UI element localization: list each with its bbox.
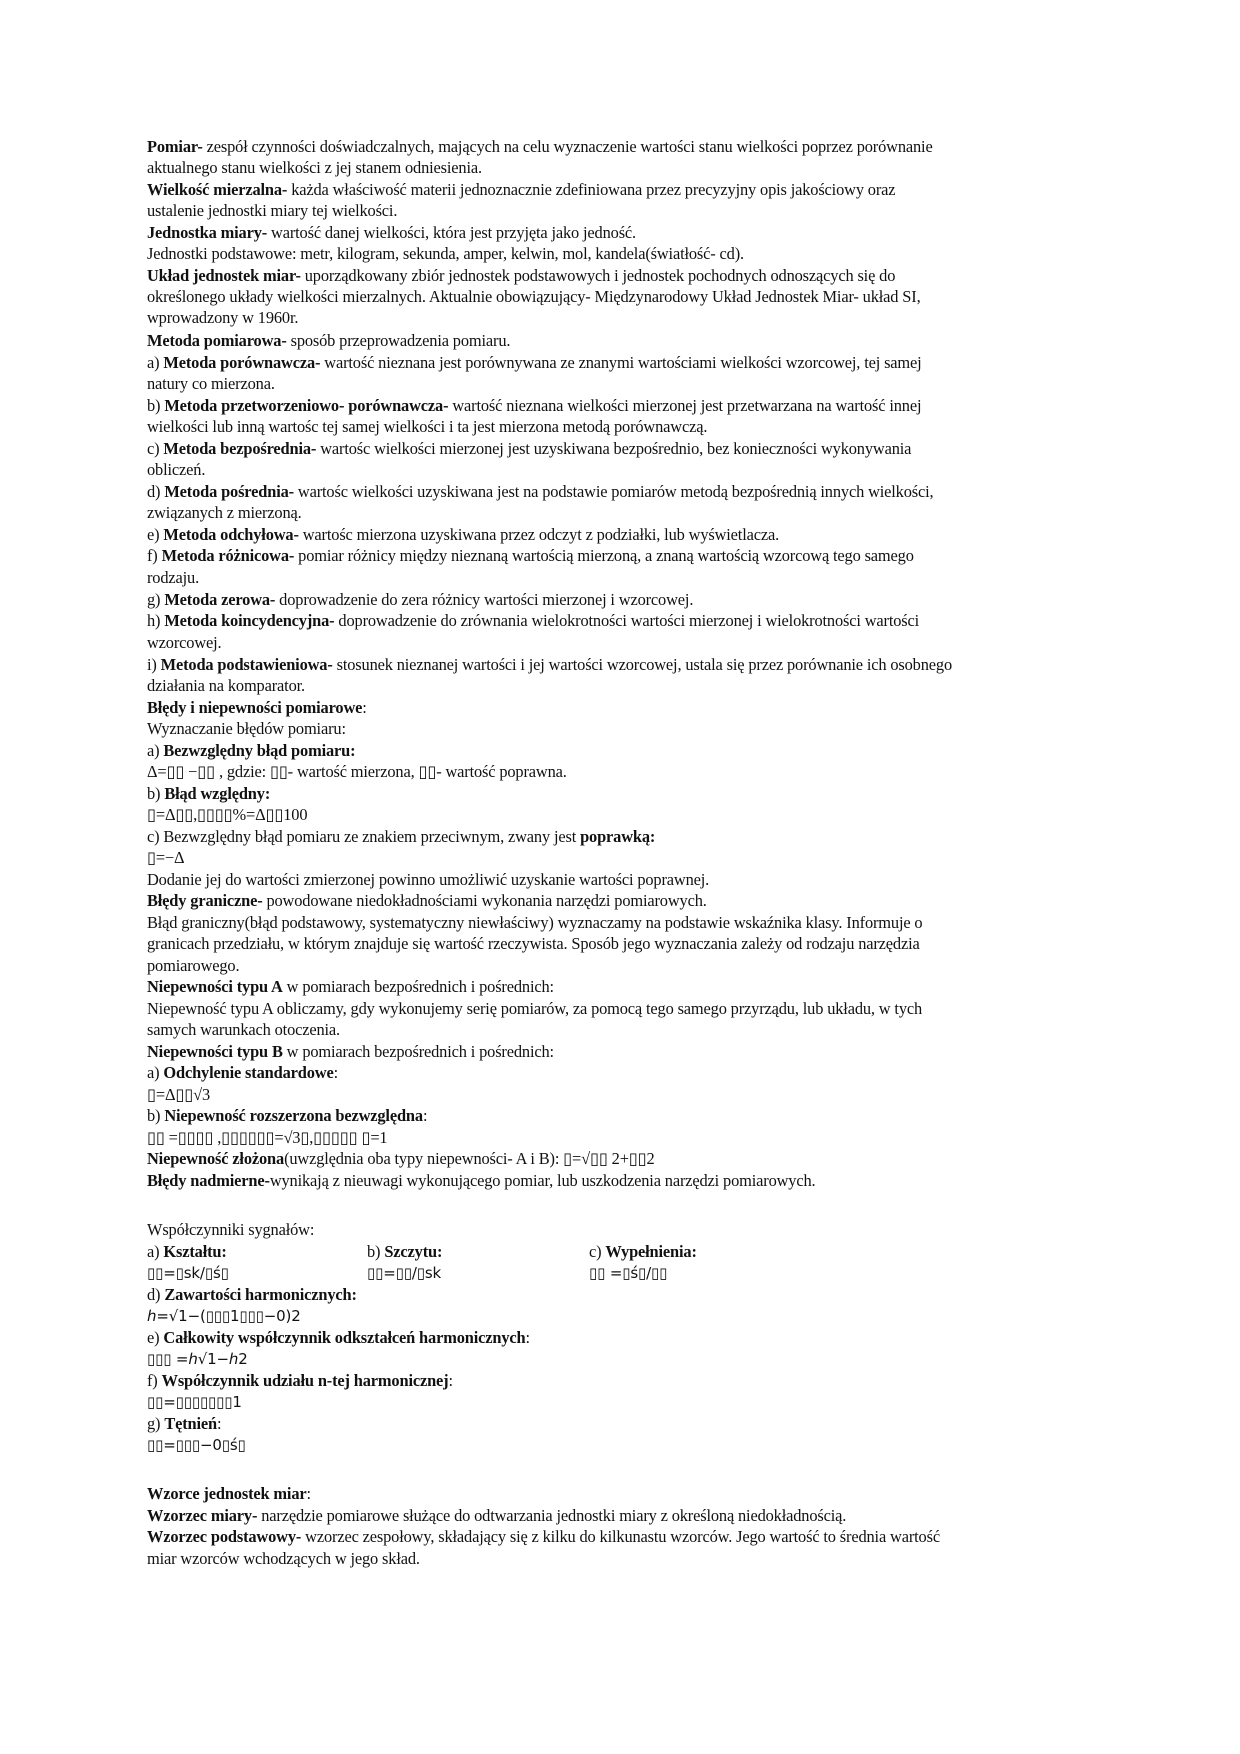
line-text: ▯▯ =▯▯▯▯ ,▯▯▯▯▯▯=√3▯,▯▯▯▯▯ ▯=1 xyxy=(147,1128,388,1147)
text-line xyxy=(147,999,922,1019)
list-marker: g) xyxy=(147,1414,165,1433)
definition-line xyxy=(147,525,779,545)
term-label: Kształtu: xyxy=(163,1242,227,1261)
line-text: pomiarowego. xyxy=(147,956,240,975)
term-label: Wypełnienia: xyxy=(605,1242,697,1261)
line-text: aktualnego stanu wielkości z jej stanem odniesienia. xyxy=(147,158,482,177)
line-text: działania na komparator. xyxy=(147,676,305,695)
list-marker: b) xyxy=(147,396,165,415)
term-label: Metoda bezpośrednia- xyxy=(163,439,317,458)
term-label: Współczynnik udziału n-tej harmonicznej xyxy=(161,1371,449,1390)
definition-line xyxy=(147,1414,221,1434)
line-text: : xyxy=(362,698,367,717)
definition-line xyxy=(147,396,921,416)
line-text: Wyznaczanie błędów pomiaru: xyxy=(147,719,346,738)
term-label: Metoda przetworzeniowo- porównawcza- xyxy=(164,396,449,415)
text-line xyxy=(147,374,275,394)
term-label: Błędy nadmierne- xyxy=(147,1171,270,1190)
definition-line xyxy=(147,546,914,566)
term-label: Szczytu: xyxy=(384,1242,443,1261)
list-marker: b) xyxy=(367,1242,385,1261)
list-marker: b) xyxy=(147,1106,165,1125)
text-line xyxy=(147,460,205,480)
line-text: zespół czynności doświadczalnych, mających na celu wyznaczenie wartości stanu wielkości poprzez porównanie xyxy=(202,137,933,156)
list-marker: d) xyxy=(147,482,165,501)
definition-line xyxy=(147,1506,846,1526)
definition-line xyxy=(147,1527,940,1547)
line-text: Błąd graniczny(błąd podstawowy, systematyczny niewłaściwy) wyznaczamy na podstawie wskaźnika klasy. Informuje o xyxy=(147,913,923,932)
definition-line xyxy=(147,784,270,804)
line-text: Δ=▯▯ −▯▯ , gdzie: ▯▯- wartość mierzona, ▯▯- wartość poprawna. xyxy=(147,762,567,781)
definition-line xyxy=(147,590,693,610)
term-label: Wzorzec podstawowy- xyxy=(147,1527,302,1546)
line-text: Dodanie jej do wartości zmierzonej powinno umożliwić uzyskanie wartości poprawnej. xyxy=(147,870,710,889)
definition-line xyxy=(147,1149,655,1169)
text-line xyxy=(147,1128,387,1148)
line-text: ▯▯=▯▯▯−0▯ś▯ xyxy=(147,1436,246,1454)
line-text: ▯=Δ▯▯√3 xyxy=(147,1085,210,1104)
term-label: Niepewności typu A xyxy=(147,977,283,996)
text-line xyxy=(147,913,922,933)
definition-line xyxy=(147,1371,453,1391)
definition-line xyxy=(147,331,510,351)
definition-line xyxy=(147,1042,554,1062)
line-text: wynikają z nieuwagi wykonującego pomiar, lub uszkodzenia narzędzi pomiarowych. xyxy=(269,1171,816,1190)
list-marker: f) xyxy=(147,1371,162,1390)
list-marker: a) xyxy=(147,353,164,372)
line-text: wartośc mierzona uzyskiwana przez odczyt z podziałki, lub wyświetlacza. xyxy=(298,525,780,544)
text-line xyxy=(147,762,567,782)
text-line xyxy=(147,676,305,696)
line-text: stosunek nieznanej wartości i jej wartości wzorcowej, ustala się przez porównanie ich osobnego xyxy=(332,655,952,674)
term-label: Bezwzględny błąd pomiaru: xyxy=(163,741,356,760)
definition-line xyxy=(147,266,895,286)
text-line xyxy=(147,1549,420,1569)
line-text: wartośc wielkości uzyskiwana jest na podstawie pomiarów metodą bezpośrednią innych wielkości, xyxy=(293,482,934,501)
text-line xyxy=(147,1085,210,1105)
line-text: wartość nieznana wielkości mierzonej jest przetwarzana na wartość innej xyxy=(448,396,922,415)
line-text: narzędzie pomiarowe służące do odtwarzania jednostki miary z określoną niedokładnością. xyxy=(257,1506,847,1525)
definition-line xyxy=(147,611,919,631)
definition-line xyxy=(147,1484,311,1504)
list-marker: a) xyxy=(147,1242,164,1261)
term-label: Tętnień xyxy=(164,1414,217,1433)
definition-line xyxy=(147,1285,357,1305)
formula-line xyxy=(147,1306,301,1326)
line-text: c) Bezwzględny błąd pomiaru ze znakiem przeciwnym, zwany jest xyxy=(147,827,581,846)
definition-line xyxy=(147,698,367,718)
line-text: każda właściwość materii jednoznacznie zdefiniowana przez precyzyjny opis jakościowy oraz xyxy=(287,180,896,199)
line-text: ℎ=√1−(▯▯▯1▯▯▯−0)2 xyxy=(147,1307,301,1325)
coefficient-formula xyxy=(589,1263,667,1283)
line-text: ▯=Δ▯▯,▯▯▯▯%=Δ▯▯100 xyxy=(147,805,308,824)
line-text: Jednostki podstawowe: metr, kilogram, sekunda, amper, kelwin, mol, kandela(światłość- cd). xyxy=(147,244,744,263)
term-label: Metoda podstawieniowa- xyxy=(160,655,333,674)
line-text: : xyxy=(448,1371,453,1390)
line-text: doprowadzenie do zera różnicy wartości mierzonej i wzorcowej. xyxy=(275,590,694,609)
term-label: Wzorce jednostek miar xyxy=(147,1484,307,1503)
line-text: granicach przedziału, w którym znajduje się wartość rzeczywista. Sposób jego wyznaczania zależy od rodzaju narzędzia xyxy=(147,934,920,953)
list-marker: e) xyxy=(147,1328,164,1347)
text-line xyxy=(147,244,744,264)
definition-line xyxy=(147,741,355,761)
definition-line xyxy=(147,1328,530,1348)
text-line xyxy=(147,308,298,328)
line-text: wielkości lub inną wartośc tej samej wielkości i ta jest mierzona metodą porównawczą. xyxy=(147,417,708,436)
line-text: ▯▯▯ =ℎ√1−ℎ2 xyxy=(147,1350,248,1368)
line-text: obliczeń. xyxy=(147,460,206,479)
formula-text: ▯▯=▯sk/▯ś▯ xyxy=(147,1264,229,1282)
term-label: Metoda zerowa- xyxy=(164,590,276,609)
line-text: wartość danej wielkości, która jest przyjęta jako jedność. xyxy=(267,223,636,242)
text-line xyxy=(147,201,397,221)
line-text: powodowane niedokładnościami wykonania narzędzi pomiarowych. xyxy=(262,891,707,910)
line-text: pomiar różnicy między nieznaną wartością mierzoną, a znaną wartością wzorcową tego samego xyxy=(294,546,914,565)
line-text: określonego układy wielkości mierzalnych. Aktualnie obowiązujący- Międzynarodowy Układ Jednostek Miar- układ SI, xyxy=(147,287,921,306)
definition-line xyxy=(147,1063,338,1083)
line-text: : xyxy=(422,1106,428,1125)
text-line xyxy=(147,287,921,307)
text-line xyxy=(147,870,709,890)
definition-line xyxy=(147,137,933,157)
term-label: Błędy graniczne- xyxy=(147,891,263,910)
list-marker: a) xyxy=(147,1063,164,1082)
definition-line xyxy=(147,1171,815,1191)
line-text: miar wzorców wchodzących w jego skład. xyxy=(147,1549,420,1568)
list-marker: a) xyxy=(147,741,164,760)
list-marker: i) xyxy=(147,655,161,674)
line-text: wzorzec zespołowy, składający się z kilku do kilkunastu wzorców. Jego wartość to średnia wartość xyxy=(301,1527,940,1546)
line-text: : xyxy=(306,1484,311,1503)
line-text: natury co mierzona. xyxy=(147,374,275,393)
formula-text: ▯▯=▯▯/▯sk xyxy=(367,1264,442,1282)
formula-line xyxy=(147,1435,246,1455)
definition-line xyxy=(147,655,952,675)
coefficient-label xyxy=(589,1242,697,1262)
term-label: Błąd względny: xyxy=(164,784,271,803)
line-text: wartość nieznana jest porównywana ze znanymi wartościami wielkości wzorcowej, tej samej xyxy=(320,353,922,372)
line-text: (uwzględnia oba typy niepewności- A i B): ▯=√▯▯ 2+▯▯2 xyxy=(284,1149,655,1168)
definition-line xyxy=(147,353,922,373)
term-label: Metoda porównawcza- xyxy=(163,353,321,372)
formula-line xyxy=(147,1392,242,1412)
definition-line xyxy=(147,439,911,459)
term-label: Błędy i niepewności pomiarowe xyxy=(147,698,363,717)
coefficient-label xyxy=(147,1242,227,1262)
text-line xyxy=(147,827,655,847)
list-marker: g) xyxy=(147,590,165,609)
text-line xyxy=(147,805,307,825)
text-line xyxy=(147,568,199,588)
line-text: uporządkowany zbiór jednostek podstawowych i jednostek pochodnych odnoszących się do xyxy=(300,266,896,285)
text-line xyxy=(147,503,302,523)
term-label: Zawartości harmonicznych: xyxy=(164,1285,357,1304)
term-label: Układ jednostek miar- xyxy=(147,266,301,285)
term-label: Niepewność złożona xyxy=(147,1149,285,1168)
line-text: związanych z mierzoną. xyxy=(147,503,302,522)
line-text: w pomiarach bezpośrednich i pośrednich: xyxy=(282,977,554,996)
line-text: : xyxy=(217,1414,222,1433)
definition-line xyxy=(147,482,933,502)
coefficient-formula xyxy=(147,1263,229,1283)
list-marker: b) xyxy=(147,784,165,803)
list-marker: c) xyxy=(147,439,164,458)
list-marker: c) xyxy=(589,1242,606,1261)
formula-text: ▯▯ =▯ś▯/▯▯ xyxy=(589,1264,668,1282)
line-text: ▯=−Δ xyxy=(147,848,185,867)
term-label: Niepewność rozszerzona bezwzględna xyxy=(164,1106,423,1125)
definition-line xyxy=(147,977,554,997)
formula-line xyxy=(147,1349,248,1369)
line-text: : xyxy=(525,1328,530,1347)
line-text: sposób przeprowadzenia pomiaru. xyxy=(286,331,511,350)
line-text: w pomiarach bezpośrednich i pośrednich: xyxy=(282,1042,554,1061)
term-label: Metoda różnicowa- xyxy=(161,546,295,565)
term-label: Wzorzec miary- xyxy=(147,1506,258,1525)
line-text: ustalenie jednostki miary tej wielkości. xyxy=(147,201,398,220)
list-marker: h) xyxy=(147,611,165,630)
term-label: Metoda odchyłowa- xyxy=(163,525,299,544)
text-line xyxy=(147,1020,340,1040)
text-line xyxy=(147,1220,314,1240)
line-text: doprowadzenie do zrównania wielokrotności wartości mierzonej i wielokrotności wartości xyxy=(334,611,920,630)
line-text: ▯▯=▯▯▯▯▯▯▯1 xyxy=(147,1393,242,1411)
line-text: wartośc wielkości mierzonej jest uzyskiwana bezpośrednio, bez konieczności wykonywania xyxy=(316,439,912,458)
list-marker: f) xyxy=(147,546,162,565)
line-text: wzorcowej. xyxy=(147,633,222,652)
coefficient-formula xyxy=(367,1263,441,1283)
text-line xyxy=(147,956,239,976)
term-label: Odchylenie standardowe xyxy=(163,1063,334,1082)
line-text: Niepewność typu A obliczamy, gdy wykonujemy serię pomiarów, za pomocą tego samego przyrządu, lub układu, w tych xyxy=(147,999,923,1018)
text-line xyxy=(147,848,184,868)
term-label: Całkowity współczynnik odkształceń harmonicznych xyxy=(163,1328,526,1347)
definition-line xyxy=(147,223,636,243)
text-line xyxy=(147,633,222,653)
list-marker: e) xyxy=(147,525,164,544)
term-label: Metoda pomiarowa- xyxy=(147,331,287,350)
definition-line xyxy=(147,891,707,911)
term-label: Metoda pośrednia- xyxy=(164,482,294,501)
line-text: rodzaju. xyxy=(147,568,200,587)
coefficient-label xyxy=(367,1242,442,1262)
text-line xyxy=(147,719,346,739)
line-text: samych warunkach otoczenia. xyxy=(147,1020,341,1039)
definition-line xyxy=(147,1106,427,1126)
line-text: : xyxy=(333,1063,338,1082)
list-marker: d) xyxy=(147,1285,165,1304)
term-label: Niepewności typu B xyxy=(147,1042,283,1061)
definition-line xyxy=(147,180,895,200)
text-line xyxy=(147,417,707,437)
line-text: wprowadzony w 1960r. xyxy=(147,308,299,327)
term-label: Wielkość mierzalna- xyxy=(147,180,288,199)
line-text: Współczynniki sygnałów: xyxy=(147,1220,315,1239)
text-line xyxy=(147,158,482,178)
term-label: Jednostka miary- xyxy=(147,223,268,242)
text-line xyxy=(147,934,920,954)
term-label: Metoda koincydencyjna- xyxy=(164,611,335,630)
term-label: poprawką: xyxy=(580,827,656,846)
term-label: Pomiar- xyxy=(147,137,203,156)
